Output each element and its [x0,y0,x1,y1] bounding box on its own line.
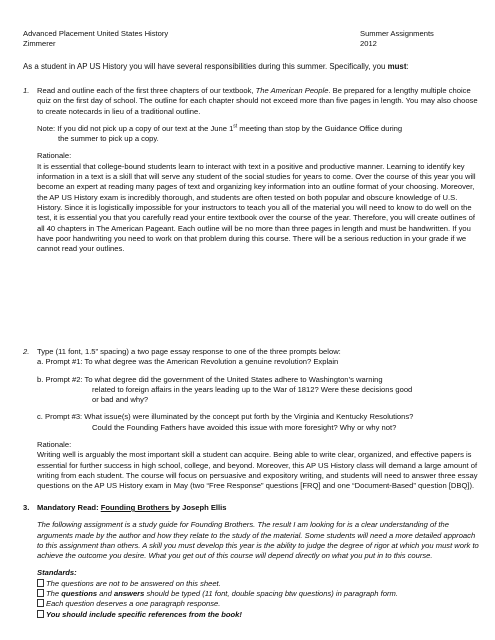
intro-end: : [406,62,409,71]
standard-4-text: You should include specific references from the book! [46,609,242,619]
item-1-description [37,86,479,117]
teacher-name: Zimmerer [23,39,56,49]
standard-2-answers: answers [113,589,145,599]
standard-2-text-c: and [97,589,114,599]
intro-text: As a student in AP US History you will have several responsibilities during this summer. Specifically, you [23,62,388,71]
item-1-note [37,124,479,145]
standard-3 [37,599,479,609]
note-text-c: the summer to pick up a copy. [58,134,159,144]
item-2-description: Type (11 font, 1.5” spacing) a two page essay response to one of the three prompts below: [37,347,341,356]
item-2-rationale: Writing well is arguably the most important skill a student can acquire. Being able to write clear, organized, and effective papers is essential for further success in high school, college, and beyond. Moreover, this AP US History class will demand a large amount of writing from each student. The course will focus on persuasive and expository writing, and students will need to answer three essay questions on the AP US History exam in May (two “Free Response” questions [FRQ] and one “Document-Based” question [DBQ]). [37,450,478,491]
checkbox-glyph-icon [37,589,44,597]
item-1-text-a: Read and outline each of the first three chapters of our textbook, [37,86,256,95]
item-number: 1. [23,86,30,95]
standard-2-questions: questions [61,589,98,599]
item-number: 3. [23,503,30,512]
standard-2 [37,589,479,599]
standards-label: Standards: [37,568,77,578]
document-header [23,29,473,50]
note-text-a: Note: If you did not pick up a copy of our text at the June 1 [37,123,234,133]
study-guide-description: The following assignment is a study guide for Founding Brothers. The result I am looking for is a clear understanding of the arguments made by the author and how they relate to the study of the material. Some students will need a more detailed approach to this assignment than others. A skill you must develop this year is the ability to judge the degree of rigor at which you must work to achieve the outcome you desire. What you get out of this course will depend directly on what you put in to this course. [37,520,479,561]
assignment-item-1 [23,86,479,254]
item-1-text-b: . Be prepared for a lengthy multiple choice quiz on the first day of school. The outline for each chapter should not exceed more than five pages in length. You may also choose to create notecards in lieu of a traditional outline. [37,86,478,116]
book-author: by Joseph Ellis [171,503,227,512]
item-2-rationale-label: Rationale: [37,440,72,450]
standard-3-text: Each question deserves a one paragraph response. [46,599,221,609]
prompt-3-line-2: Could the Founding Fathers have avoided this issue with more foresight? Why or why not? [92,422,397,432]
checkbox-glyph-icon [37,599,44,607]
assignment-title: Summer Assignments [360,29,434,38]
assignment-item-2 [23,347,479,492]
item-1-rationale: It is essential that college-bound students learn to interact with text in a positive and productive manner. Learning to identify key information in a text is a skill that will serve any student of the social studies for years to come. Over the course of this year you will become an expert at reading many pages of text and organizing key information into an outline format of your choosing. Moreover, the AP US History exam is incredibly thorough, and students are often tested on both popular and obscure knowledge of U.S. History. Since it is logistically impossible for your instructors to teach you all of the material you will need to know to do well on the test, it is essential you that you carefully read your entire textbook over the course of the year. Therefore, you will create outlines of all 40 chapters in The American Pageant. Each outline will be no more than three pages in length and must be handwritten. If you have poor handwriting you need to work on that problem during this course. There will be a serious reduction in your grade if we cannot read your outlines. [37,161,476,254]
standard-2-text-e: should be typed (11 font, double spacing btw questions) in paragraph form. [144,589,398,599]
prompt-2-line-3: or bad and why? [92,395,149,405]
intro-emphasis: must [387,62,407,71]
prompt-3-line-1: c. Prompt #3: What issue(s) were illuminated by the concept put forth by the Virginia and Kentucky Resolutions? [37,412,414,422]
checkbox-glyph-icon [37,579,44,587]
textbook-title: The American People [255,86,329,95]
prompt-2-line-2: related to foreign affairs in the years leading up to the War of 1812? Were these decisions good [92,384,413,394]
course-title: Advanced Placement United States History [23,29,169,38]
item-number: 2. [23,347,30,356]
book-title: Founding Brothers [100,503,172,512]
note-superscript: st [233,123,238,130]
standard-1-text: The questions are not to be answered on this sheet. [46,578,221,588]
intro-paragraph [23,62,478,72]
standard-2-text-a: The [46,589,62,599]
school-year: 2012 [360,39,377,49]
checkbox-glyph-icon [37,610,44,618]
prompt-1: a. Prompt #1: To what degree was the American Revolution a genuine revolution? Explain [37,357,339,367]
mandatory-read-line [37,503,479,513]
prompt-2-line-1: b. Prompt #2: To what degree did the government of the United States adhere to Washington’s warning [37,374,383,384]
item-1-rationale-label: Rationale: [37,151,72,161]
mandatory-read-label: Mandatory Read: [37,503,101,512]
note-text-b: meeting than stop by the Guidance Office during [237,123,403,133]
standard-4 [37,610,479,620]
assignment-item-3 [23,503,479,620]
standard-1 [37,579,479,589]
